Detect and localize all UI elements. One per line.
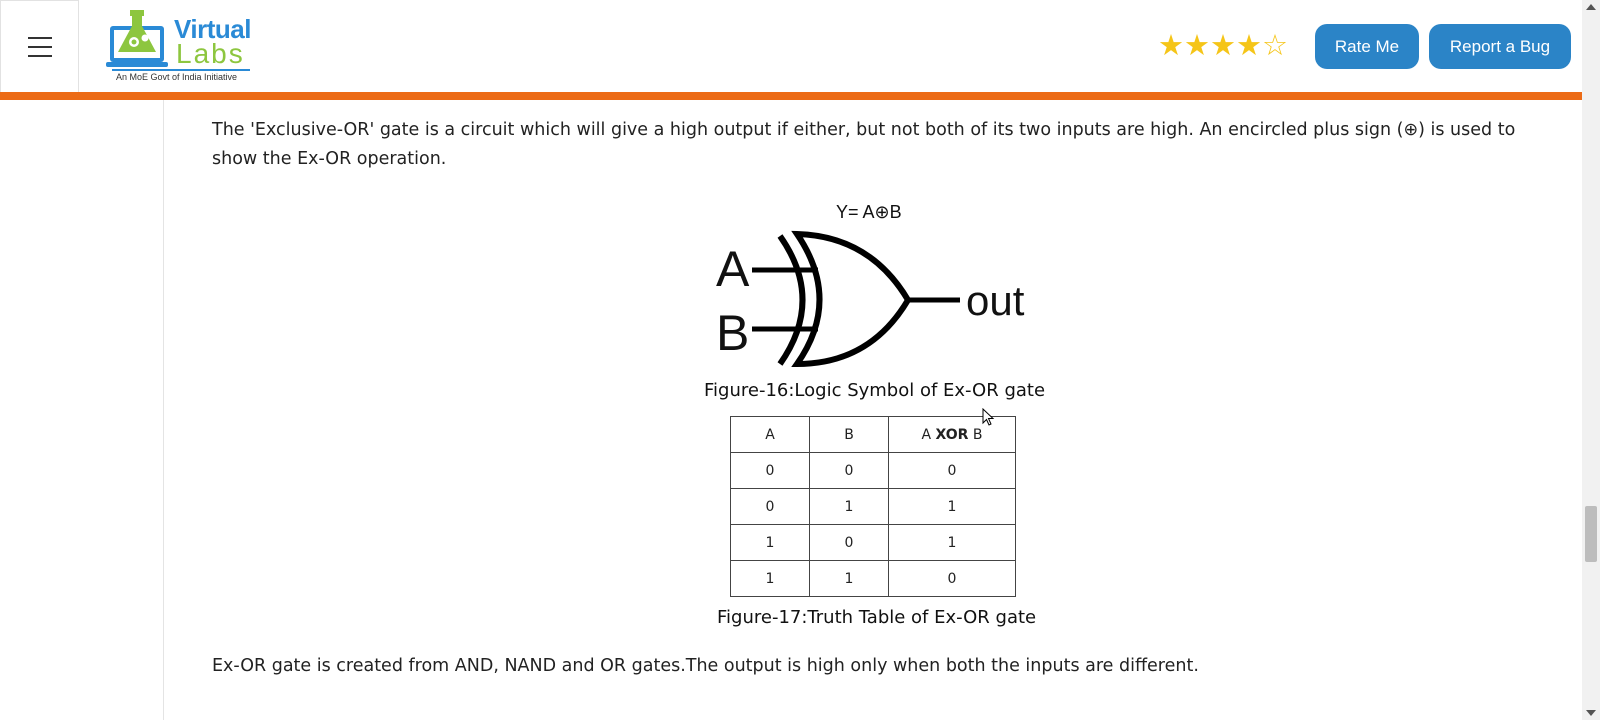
- logo-labs-text: Labs: [176, 38, 245, 69]
- cell-a: 0: [731, 489, 810, 525]
- table-row: [731, 489, 1016, 525]
- header-accent-bar: [0, 92, 1582, 100]
- cell-out: 1: [889, 489, 1016, 525]
- cell-out: 0: [889, 453, 1016, 489]
- table-row: [731, 525, 1016, 561]
- intro-paragraph: The 'Exclusive-OR' gate is a circuit which will give a high output if either, but not both of its two inputs are high. An encircled plus sign (⊕) is used to show the Ex-OR operation.: [212, 120, 1516, 169]
- flask-icon: [106, 8, 176, 70]
- table-header-row: [731, 417, 1016, 453]
- rate-me-button[interactable]: Rate Me: [1315, 24, 1419, 69]
- menu-line-icon: [28, 37, 52, 39]
- input-a-label: A: [716, 241, 750, 297]
- header-b-part: B: [972, 426, 983, 443]
- star-filled-icon[interactable]: ★: [1184, 28, 1210, 62]
- cell-b: 0: [810, 525, 889, 561]
- logo-virtual-text: Virtual: [174, 14, 251, 44]
- cell-a: 0: [731, 453, 810, 489]
- cell-b: 0: [810, 453, 889, 489]
- mouse-cursor-icon: [982, 408, 996, 428]
- star-filled-icon[interactable]: ★: [1210, 28, 1236, 62]
- virtual-labs-logo[interactable]: [106, 6, 256, 86]
- outro-paragraph: Ex-OR gate is created from AND, NAND and OR gates.The output is high only when both the inputs are different.: [212, 656, 1199, 676]
- scroll-thumb[interactable]: [1585, 506, 1597, 562]
- star-empty-icon[interactable]: ☆: [1262, 28, 1288, 62]
- scroll-down-arrow-icon[interactable]: [1586, 710, 1596, 716]
- header-a-xor-b: [889, 417, 1016, 453]
- xor-gate-diagram: [700, 198, 1030, 373]
- header-a: A: [731, 417, 810, 453]
- vertical-scrollbar[interactable]: [1582, 0, 1600, 720]
- header-a-part: A: [921, 426, 932, 443]
- table-row: [731, 453, 1016, 489]
- scroll-up-arrow-icon[interactable]: [1586, 4, 1596, 10]
- output-label: out: [966, 277, 1025, 324]
- menu-line-icon: [28, 46, 52, 48]
- figure16-caption: Figure-16:Logic Symbol of Ex-OR gate: [704, 380, 1046, 401]
- xor-truth-table: [730, 416, 1016, 597]
- cell-b: 1: [810, 561, 889, 597]
- star-filled-icon[interactable]: ★: [1236, 28, 1262, 62]
- header-xor-part: XOR: [935, 426, 969, 443]
- input-b-label: B: [716, 305, 750, 361]
- cell-out: 1: [889, 525, 1016, 561]
- cell-a: 1: [731, 561, 810, 597]
- cell-a: 1: [731, 525, 810, 561]
- report-bug-button[interactable]: Report a Bug: [1429, 24, 1571, 69]
- figure17-caption: Figure-17:Truth Table of Ex-OR gate: [717, 607, 1037, 628]
- table-row: [731, 561, 1016, 597]
- logo-tagline: An MoE Govt of India Initiative: [116, 72, 238, 82]
- logo-divider: [112, 69, 250, 71]
- site-header: [0, 0, 1582, 94]
- hamburger-menu-button[interactable]: [0, 0, 79, 93]
- cell-b: 1: [810, 489, 889, 525]
- content-left-border: [163, 100, 164, 720]
- cell-out: 0: [889, 561, 1016, 597]
- rating-stars[interactable]: [1158, 28, 1288, 62]
- star-filled-icon[interactable]: ★: [1158, 28, 1184, 62]
- menu-line-icon: [28, 55, 52, 57]
- header-b: B: [810, 417, 889, 453]
- xor-equation: Y= A⊕B: [836, 202, 902, 222]
